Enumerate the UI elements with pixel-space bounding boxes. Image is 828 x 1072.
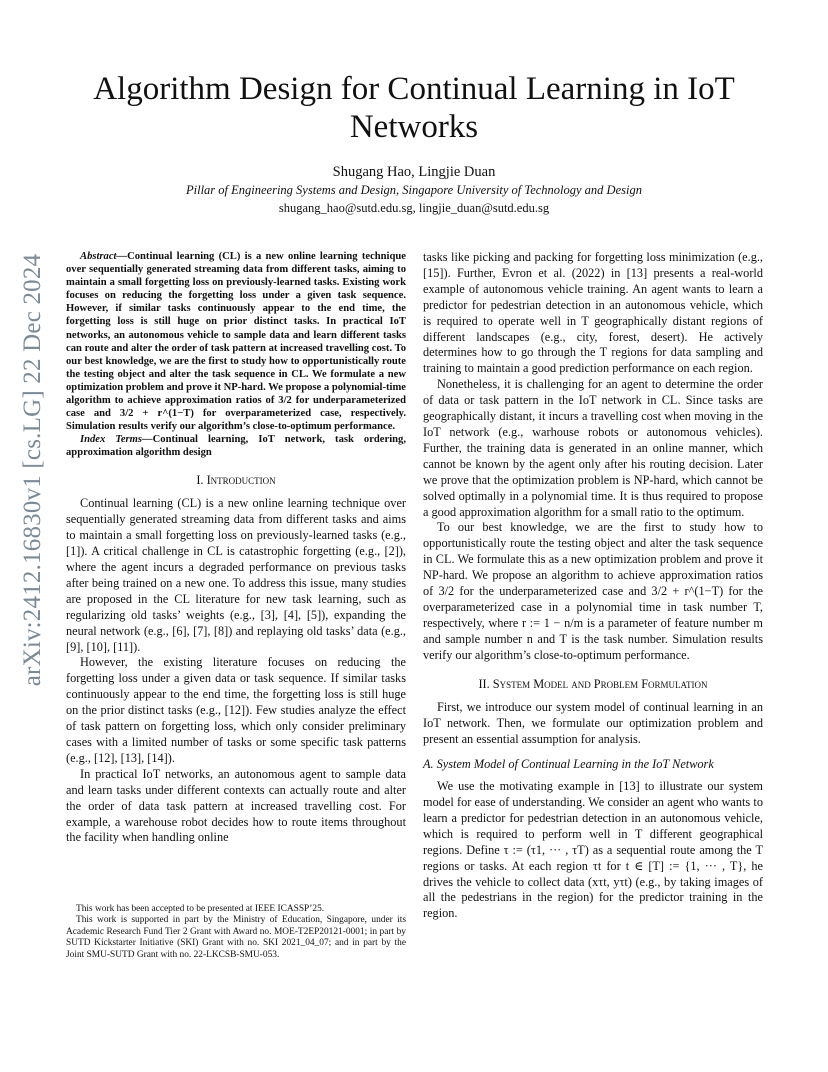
paragraph: First, we introduce our system model of continual learning in an IoT network. Then, we formulate our optimization problem and present an essential assumption for analysis. [423, 700, 763, 747]
paragraph: Nonetheless, it is challenging for an agent to determine the order of data or task pattern in the IoT network in CL. Since tasks are geographically distant, it incurs a travelling cost when moving in the IoT network (e.g., warhouse robots or autonomous vehicles). Further, the training data is generated in an online manner, which cannot be known by the agent only after his routing decision. Later we prove that the optimization problem is NP-hard, which cannot be solved optimally in a polynomial time. It is thus required to propose a good approximation algorithm for a small ratio to the optimum. [423, 377, 763, 519]
subsection-heading: A. System Model of Continual Learning in the IoT Network [423, 757, 714, 772]
affiliation: Pillar of Engineering Systems and Design, Singapore University of Technology and Design [186, 183, 642, 197]
abstract-text: Continual learning (CL) is a new online learning technique over sequentially generated streaming data from different tasks, aiming to maintain a small forgetting loss on previously-learned tasks. Existing work focuses on reducing the forgetting loss under a given task sequence. However, if similar tasks continuously appear to the end time, the forgetting loss is still huge on prior distinct tasks. In practical IoT networks, an autonomous vehicle to sample data and learn different tasks can route and alter the order of task pattern at increased travelling cost. To our best knowledge, we are the first to study how to opportunistically route the testing object and alter the task sequence in CL. We formulate a new optimization problem and prove it NP-hard. We propose a polynomial-time algorithm to achieve approximation ratios of 3/2 for underparameterized case and 3/2 + r^(1−T) for overparameterized case, respectively. Simulation results verify our algorithm’s close-to-optimum performance. [66, 251, 406, 433]
index-terms [66, 433, 406, 459]
arxiv-identifier[interactable]: arXiv:2412.16830v1 [cs.LG] 22 Dec 2024 [19, 253, 46, 687]
paragraph: To our best knowledge, we are the first to study how to opportunistically route the testing object and alter the task sequence in CL. We formulate this as a new optimization problem and prove it NP-hard. We propose an algorithm to achieve approximation ratios of 3/2 for the underparameterized case and 3/2 + r^(1−T) for the overparameterized case in a polynomial time in task number T, respectively, where r := 1 − n/m is a parameter of feature number m and sample number n and T is the task number. Simulation results verify our algorithm’s close-to-optimum performance. [423, 520, 763, 662]
section-heading-system-model: II. System Model and Problem Formulation [478, 676, 708, 691]
footnotes [66, 904, 406, 961]
abstract [66, 250, 406, 433]
paragraph: tasks like picking and packing for forgetting loss minimization (e.g., [15]). Further, Evron et al. (2022) in [13] presents a real-world example of autonomous vehicle training. An agent wants to learn a predictor for pedestrian detection in an autonomous vehicle, which is required to operate well in T geographically distant regions of different landscapes (e.g., city, forest, desert). He actively determines how to go through the T regions for data sampling and training to maintain a good prediction performance on each region. [423, 250, 763, 376]
footnote-funding: This work is supported in part by the Ministry of Education, Singapore, under its Academic Research Fund Tier 2 Grant with Award no. MOE-T2EP20121-0001; in part by SUTD Kickstarter Initiative (SKI) Grant with no. SKI 2021_04_07; and in part by the Joint SMU-SUTD Grant with no. 22-LKCSB-SMU-053. [66, 915, 406, 960]
author-list: Shugang Hao, Lingjie Duan [332, 164, 496, 180]
right-column [423, 250, 763, 922]
index-terms-text: Continual learning, IoT network, task ordering, approximation algorithm design [66, 434, 406, 459]
index-terms-label: Index Terms— [80, 434, 153, 446]
paragraph: Continual learning (CL) is a new online learning technique over sequentially generated streaming data from different tasks and aims to maintain a small forgetting loss on previously-learned tasks (e.g., [1]). A critical challenge in CL is catastrophic forgetting (e.g., [2]), where the agent incurs a degraded performance on previous tasks after being trained on a new one. To address this issue, many studies are proposed in the CL literature for new task learning, such as regularizing old tasks’ weights (e.g., [3], [4], [5]), expanding the neural network (e.g., [6], [7], [8]) and replaying old tasks’ data (e.g., [9], [10], [11]). [66, 496, 406, 654]
paper-title: Algorithm Design for Continual Learning in IoT Networks [93, 71, 735, 145]
section-heading-introduction: I. Introduction [196, 472, 276, 487]
paragraph: However, the existing literature focuses on reducing the forgetting loss under a given data or task sequence. If similar tasks continuously appear to the end time, the forgetting loss is still huge on the prior distinct tasks (e.g., [12]). Few studies analyze the effect of task pattern on forgetting loss, which only consider preliminary cases with a limited number of tasks or some specific task patterns (e.g., [12], [13], [14]). [66, 655, 406, 765]
left-column [66, 250, 406, 846]
arxiv-stamp[interactable] [18, 250, 48, 690]
email-addresses: shugang_hao@sutd.edu.sg, lingjie_duan@sutd.edu.sg [278, 201, 550, 215]
abstract-label: Abstract— [80, 251, 128, 262]
paragraph: In practical IoT networks, an autonomous agent to sample data and learn tasks under different contexts can actually route and alter the order of data task pattern at increased travelling cost. For example, a warehouse robot decides how to route items throughout the facility when handling online [66, 766, 406, 845]
paragraph: We use the motivating example in [13] to illustrate our system model for ease of understanding. We consider an agent who wants to learn a predictor for pedestrian detection in an autonomous vehicle, which is required to perform well in T different geographical regions. Define τ := (τ1, ··· , τT) as a sequential route among the T regions or tasks. At each region τt for t ∈ [T] := {1, ··· , T}, he drives the vehicle to collect data (xτt, yτt) (e.g., by taking images of all the pedestrians in the region) for the predictor training in the region. [423, 779, 763, 921]
footnote-acceptance: This work has been accepted to be presented at IEEE ICASSP’25. [76, 904, 325, 914]
